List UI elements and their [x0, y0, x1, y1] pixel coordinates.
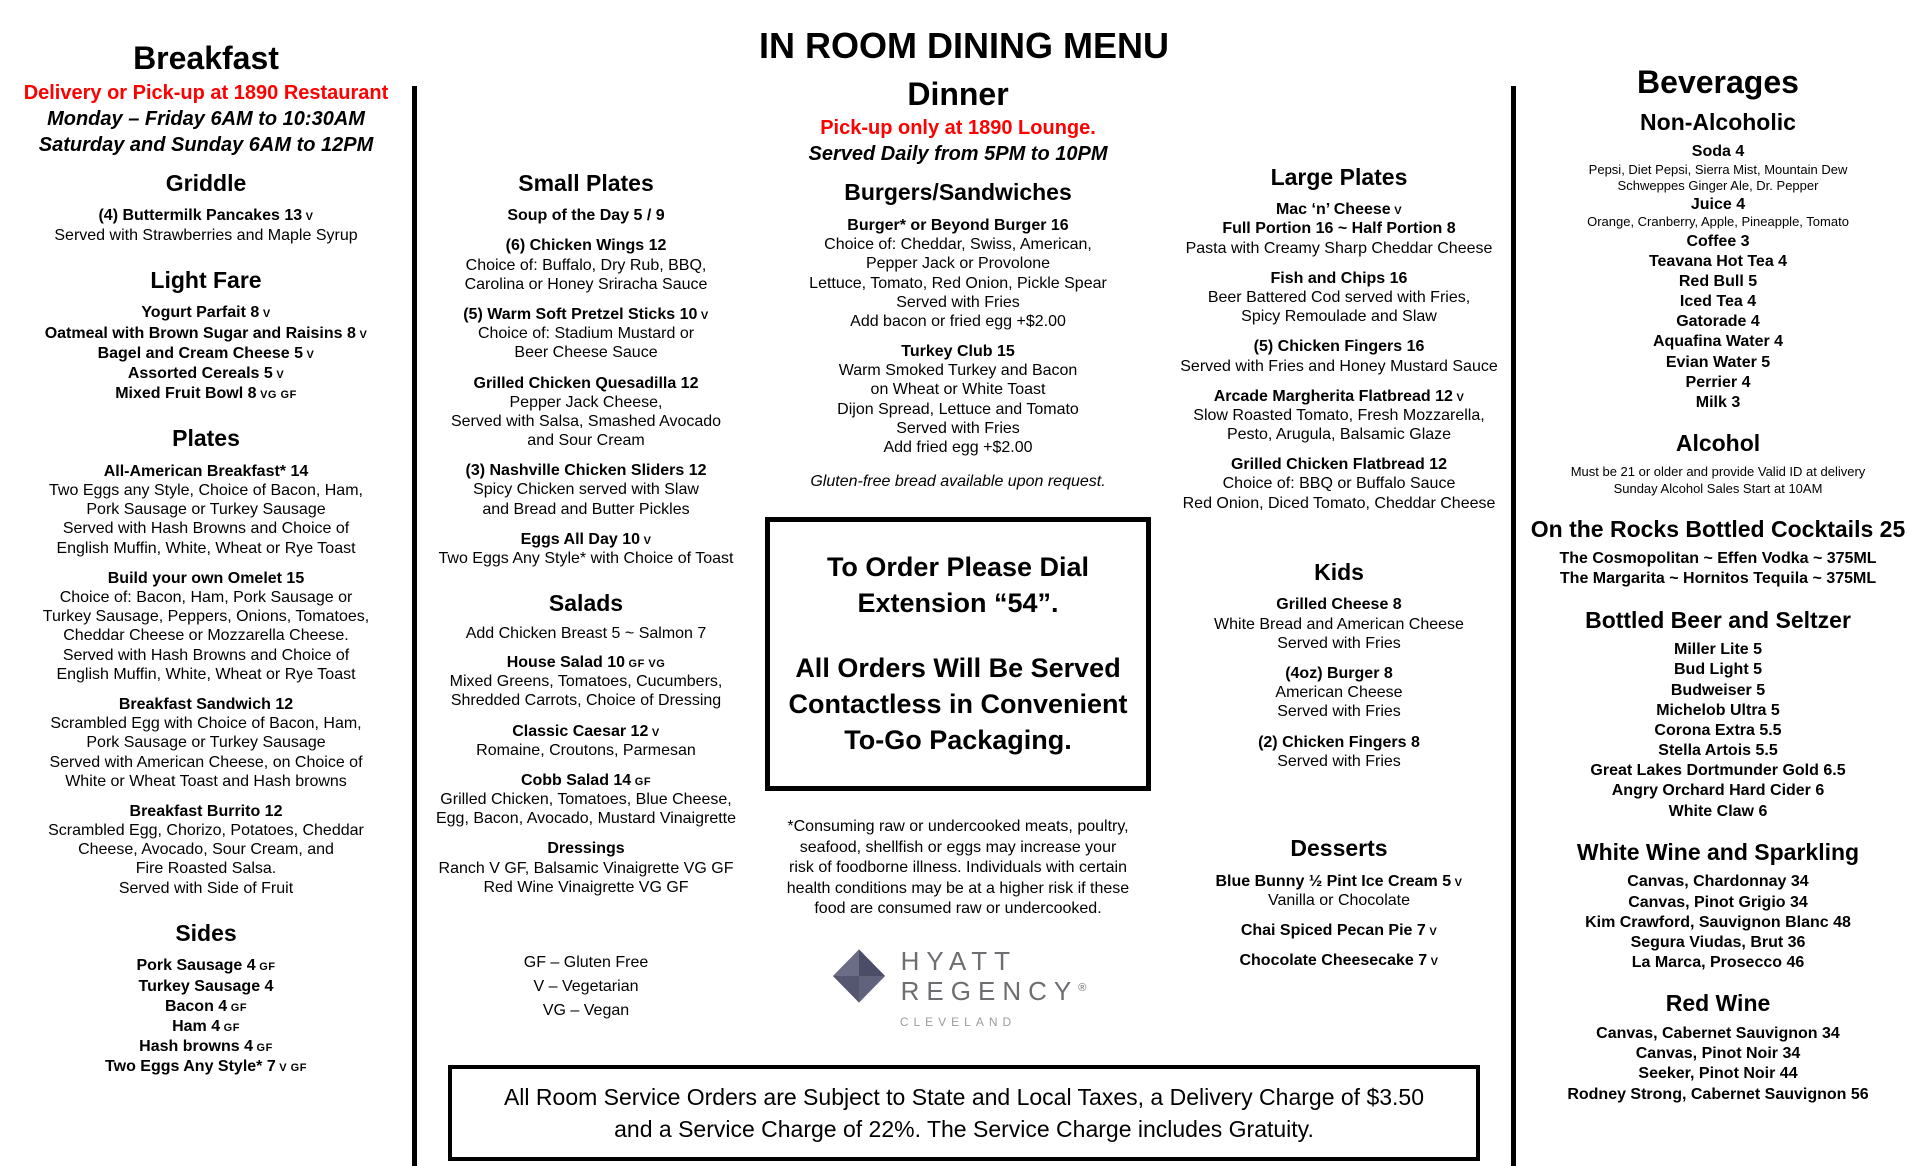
menu-item: [427, 305, 745, 363]
menu-item-desc: Spicy Remoulade and Slaw: [1241, 308, 1437, 326]
menu-item: [427, 461, 745, 519]
menu-item-name: Oatmeal with Brown Sugar and Raisins 8 V: [44, 324, 368, 342]
menu-item: [6, 462, 406, 558]
menu-item-desc: Served with Hash Browns and Choice of: [62, 646, 350, 664]
menu-item: [1171, 664, 1507, 722]
menu-item: [1518, 681, 1918, 700]
menu-item-name: La Marca, Prosecco 46: [1631, 954, 1805, 972]
breakfast-title: Breakfast: [133, 40, 279, 76]
dinner-sections: [755, 179, 1161, 457]
large-plates-column: [1171, 72, 1507, 1166]
logo-brand-line-2: [901, 976, 1087, 1007]
registered-trademark-icon: ®: [1078, 982, 1087, 995]
menu-item-desc: Scrambled Egg with Choice of Bacon, Ham,: [50, 715, 362, 733]
logo-brand-regency: REGENCY: [900, 976, 1079, 1007]
menu-item-name: Cobb Salad 14 GF: [520, 771, 652, 789]
menu-item-name: (6) Chicken Wings 12: [505, 237, 667, 255]
menu-item-name: The Margarita ~ Hornitos Tequila ~ 375ML: [1559, 570, 1877, 588]
diet-tag: GF: [631, 775, 652, 788]
menu-item: [427, 206, 745, 225]
menu-item-name: Arcade Margherita Flatbread 12 V: [1213, 387, 1465, 405]
menu-item-desc: Turkey Sausage, Peppers, Onions, Tomatoes,: [42, 608, 370, 626]
menu-item-desc: Served with Side of Fruit: [118, 879, 294, 897]
menu-item: [6, 695, 406, 791]
menu-item: [6, 1017, 406, 1036]
menu-item: [427, 771, 745, 829]
menu-item: [1518, 721, 1918, 740]
menu-item: [1518, 252, 1918, 271]
menu-item: [427, 653, 745, 711]
menu-item: [427, 839, 745, 897]
menu-item-desc: Slow Roasted Tomato, Fresh Mozzarella,: [1193, 406, 1485, 424]
menu-item-name: Grilled Cheese 8: [1276, 596, 1402, 614]
menu-item: [755, 216, 1161, 331]
raw-food-disclaimer: *Consuming raw or undercooked meats, poultry, seafood, shellfish or eggs may increase your risk of foodborne illness. Individuals with certain health conditions may be at a higher risk if these food are consumed raw or undercooked.: [786, 818, 1130, 918]
menu-item-desc-small: Pepsi, Diet Pepsi, Sierra Mist, Mountain Dew: [1588, 161, 1848, 177]
menu-item-name: (3) Nashville Chicken Sliders 12: [465, 462, 707, 480]
diet-tag: V: [1427, 956, 1439, 969]
menu-section: [1518, 516, 1918, 589]
contactless-packaging-note: All Orders Will Be Served Contactless in Convenient To-Go Packaging.: [788, 653, 1128, 755]
diet-legend: [427, 951, 745, 1023]
menu-item-name: Grilled Chicken Flatbread 12: [1230, 456, 1448, 474]
menu-item-desc: White or Wheat Toast and Hash browns: [65, 772, 347, 790]
hyatt-gem-icon: [830, 947, 888, 1005]
menu-item: [1171, 269, 1507, 327]
menu-item: [427, 530, 745, 568]
menu-item: [1518, 272, 1918, 291]
menu-section: [1518, 839, 1918, 973]
menu-item-name: Red Bull 5: [1678, 272, 1758, 290]
menu-item-name: Michelob Ultra 5: [1656, 701, 1780, 719]
menu-item-name: Perrier 4: [1685, 373, 1751, 391]
menu-item-desc: Cheese, Avocado, Sour Cream, and: [78, 841, 334, 859]
menu-item: [1518, 142, 1918, 194]
menu-item-name: Grilled Chicken Quesadilla 12: [473, 374, 699, 392]
section-title: Griddle: [165, 169, 247, 196]
breakfast-column: [0, 0, 412, 1166]
diet-tag: V: [272, 368, 285, 381]
menu-item: [1171, 733, 1507, 771]
diet-tag: V: [640, 534, 652, 547]
menu-item-name: Chocolate Cheesecake 7 V: [1239, 952, 1439, 970]
menu-item: [1518, 802, 1918, 821]
dinner-pickup-notice: Pick-up only at 1890 Lounge.: [820, 117, 1096, 140]
menu-item: [6, 324, 406, 343]
section-title: Sides: [175, 919, 237, 946]
section-title: White Wine and Sparkling: [1576, 838, 1860, 865]
menu-item-name: Eggs All Day 10 V: [520, 530, 652, 548]
menu-item: [6, 569, 406, 684]
logo-brand-line-1: HYATT: [900, 945, 1018, 976]
section-title: Kids: [1314, 558, 1364, 585]
menu-item: [1171, 455, 1507, 513]
menu-item: [1171, 200, 1507, 258]
menu-item-name: Bacon 4 GF: [164, 997, 248, 1015]
menu-item-desc: Pepper Jack or Provolone: [865, 255, 1051, 273]
menu-item-name: Yogurt Parfait 8 V: [141, 304, 271, 322]
menu-item-name: Build your own Omelet 15: [107, 569, 305, 587]
menu-item-desc: Red Wine Vinaigrette VG GF: [483, 878, 689, 896]
small-plates-sections: [427, 170, 745, 897]
section-title: Plates: [172, 425, 240, 452]
menu-item: [1518, 292, 1918, 311]
diet-tag: VG GF: [256, 389, 297, 402]
breakfast-sections: [6, 170, 406, 1077]
menu-item-name: Gatorade 4: [1676, 313, 1760, 331]
menu-item-desc: Vanilla or Chocolate: [1267, 891, 1410, 909]
menu-section: [1518, 109, 1918, 412]
menu-item: [1518, 1085, 1918, 1104]
menu-item-name: Breakfast Sandwich 12: [118, 695, 294, 713]
menu-item-name: Rodney Strong, Cabernet Sauvignon 56: [1567, 1085, 1869, 1103]
menu-item-name: Canvas, Cabernet Sauvignon 34: [1596, 1024, 1840, 1042]
diet-tag: V: [303, 348, 315, 361]
menu-item: [1518, 872, 1918, 891]
menu-item: [1171, 951, 1507, 970]
menu-item-desc: Pork Sausage or Turkey Sausage: [86, 501, 326, 519]
diet-tag: V GF: [275, 1062, 307, 1075]
menu-item-name: Soda 4: [1691, 143, 1745, 161]
menu-item: [427, 236, 745, 294]
section-title: Large Plates: [1270, 163, 1408, 190]
large-plates-sections: [1171, 164, 1507, 971]
menu-item-desc: Served with Fries: [1277, 634, 1401, 652]
menu-item-desc: Choice of: Buffalo, Dry Rub, BBQ,: [465, 256, 707, 274]
logo-wordmark: [901, 946, 1087, 1007]
menu-item: [1518, 353, 1918, 372]
diet-tag: V: [355, 328, 368, 341]
menu-item-name: White Claw 6: [1668, 802, 1768, 820]
menu-item-name: Kim Crawford, Sauvignon Blanc 48: [1585, 913, 1851, 931]
menu-item: [1518, 933, 1918, 952]
menu-item-name: Milk 3: [1695, 394, 1741, 412]
menu-item: [1518, 1024, 1918, 1043]
menu-item-desc: Pork Sausage or Turkey Sausage: [86, 734, 326, 752]
menu-item-desc: Choice of: BBQ or Buffalo Sauce: [1222, 475, 1456, 493]
menu-item-desc: Choice of: Bacon, Ham, Pork Sausage or: [59, 589, 353, 607]
menu-item-name: Miller Lite 5: [1673, 641, 1763, 659]
section-title: Salads: [548, 590, 624, 617]
menu-item: [6, 802, 406, 898]
menu-item-name: Corona Extra 5.5: [1654, 721, 1782, 739]
menu-item-name: Canvas, Pinot Grigio 34: [1628, 893, 1808, 911]
menu-item: [1518, 373, 1918, 392]
menu-item: [755, 342, 1161, 457]
beverages-column: [1516, 0, 1920, 1166]
section-title: Non-Alcoholic: [1640, 108, 1796, 135]
menu-item-name: Assorted Cereals 5 V: [127, 364, 285, 382]
menu-item-name: Hash browns 4 GF: [139, 1038, 273, 1056]
section-title: Bottled Beer and Seltzer: [1585, 606, 1851, 633]
menu-item-desc: Pesto, Arugula, Balsamic Glaze: [1226, 426, 1452, 444]
menu-section: [427, 170, 745, 569]
menu-item-name: Turkey Sausage 4: [138, 977, 274, 995]
menu-section: [1171, 559, 1507, 771]
diet-tag: V: [697, 309, 709, 322]
menu-section: [6, 425, 406, 898]
menu-item: [6, 344, 406, 363]
small-plates-column: [427, 72, 745, 1166]
menu-item-name: Bud Light 5: [1674, 661, 1762, 679]
menu-item-name: The Cosmopolitan ~ Effen Vodka ~ 375ML: [1559, 550, 1877, 568]
menu-item-desc: Served with Fries and Honey Mustard Sauce: [1180, 357, 1498, 375]
diet-tag: V: [648, 726, 660, 739]
section-note: Add Chicken Breast 5 ~ Salmon 7: [465, 624, 707, 642]
menu-item-name: (4) Buttermilk Pancakes 13 V: [98, 207, 314, 225]
menu-item-name: Two Eggs Any Style* 7 V GF: [105, 1058, 307, 1076]
section-title: Small Plates: [518, 169, 654, 196]
menu-item: [1518, 761, 1918, 780]
legend-item: VG – Vegan: [542, 1002, 630, 1020]
menu-item-name: Chai Spiced Pecan Pie 7 V: [1240, 921, 1438, 939]
menu-item-desc: Served with Fries: [1277, 703, 1401, 721]
menu-item-name: Great Lakes Dortmunder Gold 6.5: [1590, 762, 1846, 780]
menu-item-desc-small: Schweppes Ginger Ale, Dr. Pepper: [1617, 177, 1819, 193]
menu-item-desc: Grilled Chicken, Tomatoes, Blue Cheese,: [440, 791, 732, 809]
menu-item-name: All-American Breakfast* 14: [103, 462, 309, 480]
menu-item-desc: Choice of: Cheddar, Swiss, American,: [824, 236, 1092, 254]
menu-item-desc: Add bacon or fried egg +$2.00: [850, 312, 1066, 330]
menu-item-desc: Served with Fries: [1277, 752, 1401, 770]
menu-item-name: (4oz) Burger 8: [1285, 664, 1393, 682]
menu-item-name: Seeker, Pinot Noir 44: [1638, 1065, 1798, 1083]
menu-item-desc: Pepper Jack Cheese,: [509, 393, 663, 411]
menu-item-name: (5) Chicken Fingers 16: [1253, 338, 1425, 356]
menu-section: [1171, 164, 1507, 513]
diet-tag: GF: [252, 1042, 273, 1055]
menu-item-name: Iced Tea 4: [1679, 293, 1757, 311]
menu-item-desc: Dijon Spread, Lettuce and Tomato: [837, 400, 1079, 418]
menu-item: [6, 1037, 406, 1056]
hyatt-regency-logo: [755, 946, 1161, 1029]
beverages-title: Beverages: [1637, 64, 1799, 100]
diet-tag: GF: [220, 1021, 240, 1034]
menu-item-desc: Cheddar Cheese or Mozzarella Cheese.: [63, 627, 349, 645]
menu-item-desc: Pasta with Creamy Sharp Cheddar Cheese: [1185, 239, 1493, 257]
menu-item: [6, 206, 406, 244]
menu-item-desc: on Wheat or White Toast: [870, 381, 1046, 399]
breakfast-pickup-notice: Delivery or Pick-up at 1890 Restaurant: [23, 81, 389, 104]
section-title: Burgers/Sandwiches: [844, 179, 1072, 206]
menu-item-desc: Served with Salsa, Smashed Avocado: [450, 412, 722, 430]
menu-section: [1518, 607, 1918, 821]
menu-item-name: Fish and Chips 16: [1270, 269, 1408, 287]
gluten-free-note: Gluten-free bread available upon request.: [810, 473, 1106, 491]
section-title: Light Fare: [150, 266, 262, 293]
menu-section: [1171, 835, 1507, 970]
menu-item-name: Juice 4: [1690, 196, 1746, 214]
diet-tag: V: [1425, 925, 1438, 938]
menu-item: [6, 303, 406, 322]
menu-item-desc: Two Eggs Any Style* with Choice of Toast: [438, 550, 734, 567]
menu-item-name: Budweiser 5: [1670, 681, 1766, 699]
middle-columns: [417, 72, 1511, 1166]
menu-item: [1171, 595, 1507, 653]
menu-item-desc: Mixed Greens, Tomatoes, Cucumbers,: [449, 673, 723, 691]
menu-item: [1518, 1044, 1918, 1063]
order-dial-instruction: To Order Please Dial Extension “54”.: [826, 552, 1090, 618]
menu-section: [755, 179, 1161, 457]
menu-item-name: Canvas, Pinot Noir 34: [1635, 1045, 1801, 1063]
menu-item-name: Turkey Club 15: [901, 343, 1015, 361]
diet-tag: GF: [255, 961, 276, 974]
menu-section: [1518, 430, 1918, 497]
menu-item: [1518, 913, 1918, 932]
menu-item-desc: Warm Smoked Turkey and Bacon: [838, 362, 1078, 380]
dinner-hours: Served Daily from 5PM to 10PM: [808, 143, 1108, 166]
menu-item: [1518, 232, 1918, 251]
menu-item-name: Aquafina Water 4: [1652, 333, 1784, 351]
dinner-column: [745, 72, 1171, 1166]
menu-item-desc: English Muffin, White, Wheat or Rye Toast: [56, 539, 356, 557]
menu-item: [427, 374, 745, 451]
dinner-title: Dinner: [907, 75, 1009, 112]
diet-tag: V: [1390, 205, 1403, 218]
menu-item-desc: Add fried egg +$2.00: [883, 439, 1033, 457]
menu-item-name: Burger* or Beyond Burger 16: [847, 216, 1069, 234]
menu-item: [6, 1057, 406, 1076]
menu-section: [1518, 990, 1918, 1103]
menu-section: [6, 267, 406, 404]
menu-item: [1518, 195, 1918, 230]
menu-item: [1518, 640, 1918, 659]
menu-item-desc: Shredded Carrots, Choice of Dressing: [450, 692, 722, 710]
menu-item-name: Pork Sausage 4 GF: [136, 957, 276, 975]
menu-item-name: Stella Artois 5.5: [1658, 742, 1778, 760]
menu-item-name: Soup of the Day 5 / 9: [507, 207, 665, 225]
menu-item-name: Canvas, Chardonnay 34: [1627, 873, 1809, 891]
menu-item-desc: Fire Roasted Salsa.: [135, 860, 277, 878]
menu-item-name: Breakfast Burrito 12: [129, 802, 283, 820]
menu-item-name: (2) Chicken Fingers 8: [1258, 733, 1420, 751]
menu-item: [1171, 337, 1507, 375]
diet-tag: GF VG: [625, 657, 666, 670]
menu-item-desc: Scrambled Egg, Chorizo, Potatoes, Cheddar: [48, 822, 364, 840]
menu-item: [1518, 569, 1918, 588]
menu-item-subname: Full Portion 16 ~ Half Portion 8: [1222, 220, 1456, 238]
menu-section: [6, 170, 406, 245]
logo-location: CLEVELAND: [899, 1015, 1017, 1030]
menu-item: [1518, 332, 1918, 351]
diet-tag: V: [259, 308, 271, 321]
menu-item-desc: Served with Fries: [896, 293, 1020, 311]
menu-item: [1518, 312, 1918, 331]
menu-item-desc: Ranch V GF, Balsamic Vinaigrette VG GF: [438, 859, 734, 877]
diet-tag: V: [1451, 876, 1463, 889]
page-title: IN ROOM DINING MENU: [759, 25, 1169, 66]
menu-item-name: (5) Warm Soft Pretzel Sticks 10 V: [463, 305, 709, 323]
menu-item-desc: and Bread and Butter Pickles: [482, 500, 690, 518]
menu-item-name: Angry Orchard Hard Cider 6: [1611, 782, 1825, 800]
menu-item: [6, 997, 406, 1016]
menu-item: [1171, 921, 1507, 940]
menu-item-name: House Salad 10 GF VG: [506, 653, 666, 671]
menu-item-desc: Egg, Bacon, Avocado, Mustard Vinaigrette: [435, 810, 737, 828]
menu-item-desc: Beer Battered Cod served with Fries,: [1207, 288, 1471, 306]
menu-item-desc: Served with American Cheese, on Choice of: [49, 753, 363, 771]
diet-tag: V: [1452, 391, 1465, 404]
menu-item-name: Blue Bunny ½ Pint Ice Cream 5 V: [1215, 872, 1463, 890]
menu-item-desc: and Sour Cream: [527, 432, 645, 450]
service-charge-notice-box: All Room Service Orders are Subject to State and Local Taxes, a Delivery Charge of $3.50 and a Service Charge of 22%. The Service Charge includes Gratuity.: [448, 1065, 1480, 1161]
menu-item-desc: Choice of: Stadium Mustard or: [477, 325, 695, 343]
menu-item-desc: Two Eggs any Style, Choice of Bacon, Ham,: [49, 482, 363, 500]
section-title: On the Rocks Bottled Cocktails 25: [1530, 515, 1906, 542]
menu-section: [6, 920, 406, 1077]
menu-item-desc: Red Onion, Diced Tomato, Cheddar Cheese: [1182, 494, 1496, 512]
legend-item: GF – Gluten Free: [523, 954, 649, 972]
menu-item: [1518, 781, 1918, 800]
menu-item: [1518, 660, 1918, 679]
menu-item-name: Evian Water 5: [1665, 353, 1771, 371]
menu-item-name: Mac ‘n’ Cheese V: [1275, 201, 1403, 219]
menu-item: [1518, 1064, 1918, 1083]
menu-section: [427, 590, 745, 897]
menu-item-name: Bagel and Cream Cheese 5 V: [97, 344, 315, 362]
menu-item: [1518, 701, 1918, 720]
menu-item: [1518, 741, 1918, 760]
beverages-sections: [1518, 109, 1918, 1104]
menu-item-desc: Lettuce, Tomato, Red Onion, Pickle Spear: [809, 274, 1107, 292]
menu-item: [1518, 549, 1918, 568]
menu-item-name: Teavana Hot Tea 4: [1648, 252, 1788, 270]
order-instructions-box: [765, 517, 1151, 791]
menu-item-desc: Spicy Chicken served with Slaw: [473, 481, 699, 499]
logo-row: [830, 946, 1087, 1007]
diet-tag: GF: [227, 1001, 248, 1014]
menu-item-desc: Beer Cheese Sauce: [514, 344, 658, 362]
breakfast-hours-weekend: Saturday and Sunday 6AM to 12PM: [38, 133, 374, 156]
menu-item: [6, 977, 406, 996]
menu-item-name: Segura Viudas, Brut 36: [1630, 933, 1806, 951]
diet-tag: V: [302, 211, 314, 224]
menu-item: [6, 956, 406, 975]
section-small-note: Sunday Alcohol Sales Start at 10AM: [1613, 480, 1823, 496]
section-title: Desserts: [1290, 834, 1388, 861]
menu-item: [1518, 393, 1918, 412]
middle-area: [417, 0, 1511, 1166]
menu-item: [6, 384, 406, 403]
section-title: Alcohol: [1675, 430, 1761, 457]
menu-item: [1171, 387, 1507, 445]
section-small-note: Must be 21 or older and provide Valid ID at delivery: [1570, 463, 1866, 479]
menu-item-desc: Carolina or Honey Sriracha Sauce: [464, 275, 708, 293]
menu-item-desc-small: Orange, Cranberry, Apple, Pineapple, Tomato: [1587, 214, 1849, 230]
menu-item-desc: Served with Hash Browns and Choice of: [62, 520, 350, 538]
menu-item-name: Classic Caesar 12 V: [512, 722, 660, 740]
menu-item-desc: White Bread and American Cheese: [1214, 615, 1464, 633]
legend-item: V – Vegetarian: [533, 978, 639, 996]
menu-item-desc: Served with Fries: [896, 419, 1020, 437]
menu-item: [1518, 893, 1918, 912]
menu-item-name: Mixed Fruit Bowl 8 VG GF: [115, 385, 297, 403]
breakfast-hours-weekday: Monday – Friday 6AM to 10:30AM: [47, 107, 365, 130]
menu-item-name: Ham 4 GF: [172, 1017, 240, 1035]
menu-item-desc: English Muffin, White, Wheat or Rye Toast: [56, 665, 356, 683]
menu-item: [427, 722, 745, 760]
menu-item: [1171, 872, 1507, 910]
menu-item-desc: Romaine, Croutons, Parmesan: [476, 741, 696, 759]
menu-item: [6, 364, 406, 383]
menu-item-name: Dressings: [547, 840, 625, 858]
menu-item-desc: American Cheese: [1275, 684, 1403, 702]
menu-item-desc: Served with Strawberries and Maple Syrup: [54, 226, 358, 244]
menu-item: [1518, 953, 1918, 972]
section-title: Red Wine: [1665, 990, 1771, 1017]
menu-item-name: Coffee 3: [1686, 232, 1750, 250]
